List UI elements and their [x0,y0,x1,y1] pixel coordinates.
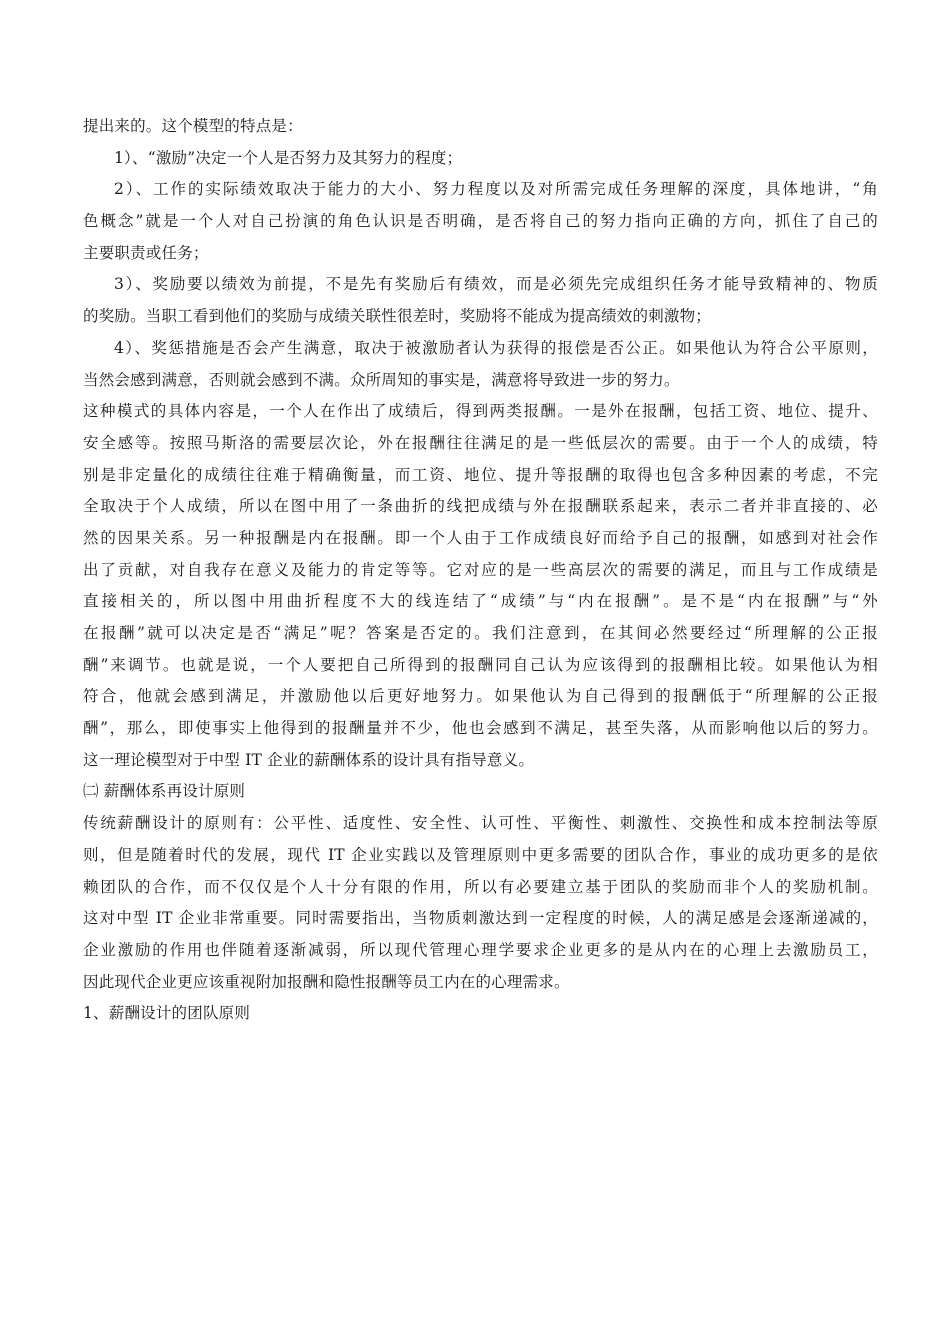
text-line: 3）、奖励要以绩效为前提，不是先有奖励后有绩效，而是必须先完成组织任务才能导致精神的、物质 [114,275,878,294]
text-line: 1、薪酬设计的团队原则 [83,1004,251,1023]
text-line: 因此现代企业更应该重视附加报酬和隐性报酬等员工内在的心理需求。 [83,972,570,991]
text-line: 别是非定量化的成绩往往难于精确衡量，而工资、地位、提升等报酬的取得也包含多种因素的考虑，不完 [83,465,878,484]
text-line: 赖团队的合作，而不仅仅是个人十分有限的作用，所以有必要建立基于团队的奖励而非个人的奖励机制。 [83,877,878,896]
text-line: 传统薪酬设计的原则有：公平性、适度性、安全性、认可性、平衡性、刺激性、交换性和成本控制法等原 [83,814,878,833]
text-line: 全取决于个人成绩，所以在图中用了一条曲折的线把成绩与外在报酬联系起来，表示二者并非直接的、必 [83,497,878,516]
text-line: 色概念”就是一个人对自己扮演的角色认识是否明确，是否将自己的努力指向正确的方向，抓住了自己的 [83,212,878,231]
text-line: 直接相关的，所以图中用曲折程度不大的线连结了“成绩”与“内在报酬”。是不是“内在报酬”与“外 [83,592,878,611]
text-line: 酬”来调节。也就是说，一个人要把自己所得到的报酬同自己认为应该得到的报酬相比较。如果他认为相 [83,655,878,674]
text-line: 提出来的。这个模型的特点是： [83,117,303,135]
text-line: 这一理论模型对于中型 IT 企业的薪酬体系的设计具有指导意义。 [83,750,535,769]
text-line: 1）、“激励”决定一个人是否努力及其努力的程度； [114,148,463,167]
text-line: 2）、工作的实际绩效取决于能力的大小、努力程度以及对所需完成任务理解的深度，具体地讲，“角 [114,180,878,199]
text-line: 当然会感到满意，否则就会感到不满。众所周知的事实是，满意将导致进一步的努力。 [83,370,680,389]
text-line: 然的因果关系。另一种报酬是内在报酬。即一个人由于工作成绩良好而给予自己的报酬，如感到对社会作 [83,528,878,547]
text-line: 安全感等。按照马斯洛的需要层次论，外在报酬往往满足的是一些低层次的需要。由于一个人的成绩，特 [83,433,878,452]
text-line: 这对中型 IT 企业非常重要。同时需要指出，当物质刺激达到一定程度的时候，人的满足感是会逐渐递减的， [83,909,878,928]
text-line: 主要职责或任务； [83,243,209,262]
body-text [83,111,878,1030]
text-line: 出了贡献，对自我存在意义及能力的肯定等等。它对应的是一些高层次的需要的满足，而且与工作成绩是 [83,560,878,579]
text-line: 则，但是随着时代的发展，现代 IT 企业实践以及管理原则中更多需要的团队合作，事业的成功更多的是依 [83,845,878,864]
text-line: 酬”，那么，即使事实上他得到的报酬量并不少，他也会感到不满足，甚至失落，从而影响他以后的努力。 [83,719,878,738]
text-line: ㈡ 薪酬体系再设计原则 [83,782,246,801]
text-line: 4）、奖惩措施是否会产生满意，取决于被激励者认为获得的报偿是否公正。如果他认为符合公平原则， [114,338,878,357]
text-line: 在报酬”就可以决定是否“满足”呢？答案是否定的。我们注意到，在其间必然要经过“所理解的公正报 [83,624,878,642]
text-line: 的奖励。当职工看到他们的奖励与成绩关联性很差时，奖励将不能成为提高绩效的刺激物； [83,307,712,326]
text-line: 企业激励的作用也伴随着逐渐减弱，所以现代管理心理学要求企业更多的是从内在的心理上去激励员工， [83,940,878,959]
text-line: 这种模式的具体内容是，一个人在作出了成绩后，得到两类报酬。一是外在报酬，包括工资、地位、提升、 [83,402,878,421]
text-line: 符合，他就会感到满足，并激励他以后更好地努力。如果他认为自己得到的报酬低于“所理解的公正报 [83,687,878,706]
